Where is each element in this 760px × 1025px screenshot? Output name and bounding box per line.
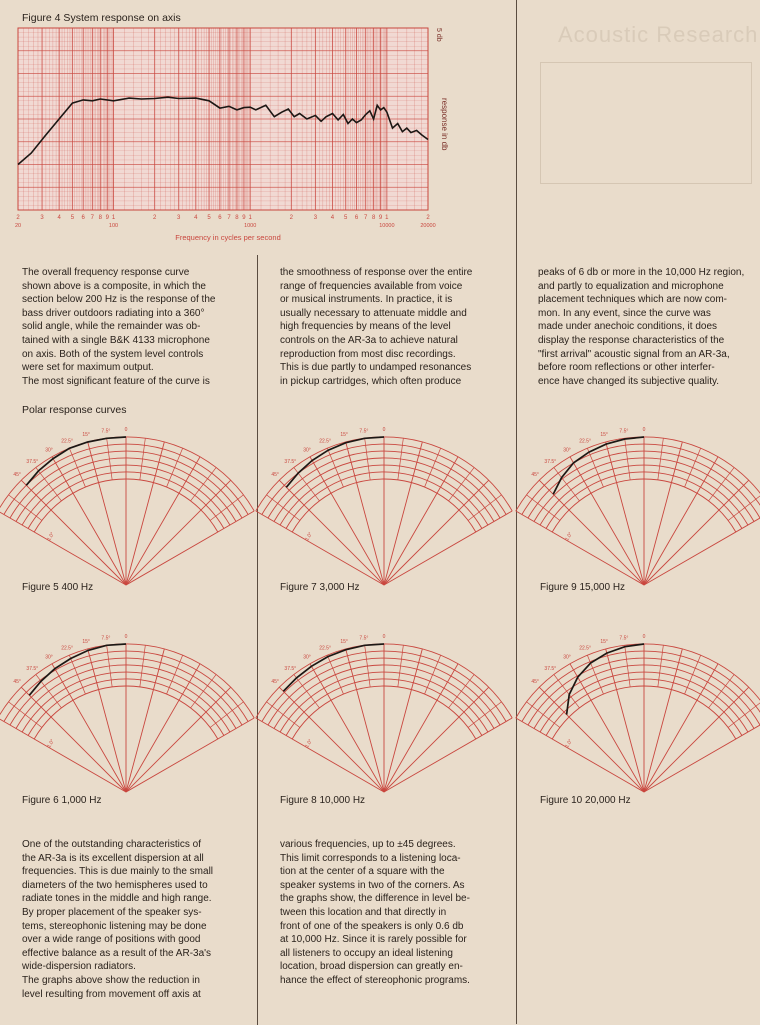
polar-angle-label: 7.5° <box>359 428 369 435</box>
polar-radial-minor <box>267 702 300 728</box>
polar-radial-line <box>384 511 512 585</box>
polar-radial-minor <box>425 448 441 487</box>
polar-level-label: 1.0° <box>46 531 57 542</box>
polar-radial-minor <box>327 655 343 694</box>
polar-radial-minor <box>69 655 85 694</box>
chart-tick-labels <box>15 215 436 229</box>
paragraph-line: peaks of 6 db or more in the 10,000 Hz region, <box>538 267 745 278</box>
paragraph-line: usually necessary to attenuate middle and <box>280 307 467 319</box>
text-column-3 <box>538 266 744 388</box>
polar-plot-figure-8 <box>266 632 496 797</box>
polar-angle-label: 37.5° <box>544 665 557 672</box>
polar-angle-label: 7.5° <box>619 635 629 642</box>
x-tick-label: 7 <box>227 215 231 221</box>
polar-section-title: Polar response curves <box>22 404 127 416</box>
paragraph-line: One of the outstanding characteristics of <box>22 839 201 850</box>
paragraph-line: The most significant feature of the curve is <box>22 375 210 387</box>
polar-radial-line <box>88 649 126 792</box>
polar-radial-line <box>126 511 254 585</box>
polar-angle-label: 45° <box>271 679 279 686</box>
polar-angle-label: 15° <box>82 639 90 646</box>
polar-radial-line <box>384 664 458 792</box>
polar-radial-minor <box>449 468 475 501</box>
bottom-text-column-1 <box>22 838 213 1001</box>
x-axis-label: Frequency in cycles per second <box>175 233 281 242</box>
polar-radial-line <box>346 649 384 792</box>
polar-radial-line <box>606 649 644 792</box>
polar-radial-minor <box>191 468 217 501</box>
x-tick-label: 5 <box>344 215 348 221</box>
x-tick-label: 4 <box>194 215 198 221</box>
column-divider-left <box>257 255 258 1025</box>
paragraph-line: before room reflections or other interfer- <box>538 362 715 374</box>
polar-radial-line <box>570 664 644 792</box>
polar-radial-minor <box>587 655 603 694</box>
figure-8-caption: Figure 8 10,000 Hz <box>280 795 366 806</box>
paragraph-line: section below 200 Hz is the response of the <box>22 294 216 306</box>
polar-radial-minor <box>327 448 343 487</box>
x-decade-label: 20 <box>14 223 22 229</box>
x-tick-label: 2 <box>426 215 430 221</box>
polar-angle-label: 45° <box>13 472 21 479</box>
x-decade-label: 100 <box>108 223 119 229</box>
paragraph-line: The graphs above show the reduction in <box>22 974 200 986</box>
paragraph-line: tained with a single B&K 4133 microphone <box>22 334 210 346</box>
paragraph-line: hance the effect of stereophonic programs. <box>280 974 470 986</box>
paragraph-line: By proper placement of the speaker sys- <box>22 906 202 918</box>
paragraph-line: on axis. Both of the system level controls <box>22 348 204 360</box>
x-tick-label: 9 <box>378 215 383 221</box>
paragraph-line: tween this location and that directly in <box>280 906 447 918</box>
x-tick-label: 6 <box>218 215 222 221</box>
polar-radial-line <box>279 480 384 585</box>
polar-radial-minor <box>267 495 300 521</box>
polar-radial-minor <box>167 448 183 487</box>
polar-radial-minor <box>468 495 501 521</box>
paragraph-line: This limit corresponds to a listening loca- <box>280 852 461 864</box>
polar-radial-minor <box>527 702 560 728</box>
paragraph-line: shown above is a composite, in which the <box>22 280 206 292</box>
polar-ring <box>0 437 254 511</box>
x-tick-label: 5 <box>70 215 75 221</box>
polar-angle-label: 15° <box>340 432 348 439</box>
polar-radial-line <box>539 480 644 585</box>
polar-radial-minor <box>36 675 62 708</box>
polar-radial-line <box>644 718 760 792</box>
frequency-response-chart <box>14 28 449 248</box>
polar-angle-label: 7.5° <box>101 428 111 435</box>
paragraph-line: all listeners to occupy an ideal listening <box>280 947 453 959</box>
paragraph-line: speaker systems in two of the corners. As <box>280 879 465 891</box>
paragraph-line: were set for maximum output. <box>22 362 154 374</box>
polar-radial-line <box>52 457 126 585</box>
polar-radial-minor <box>425 655 441 694</box>
polar-angle-label: 15° <box>600 639 608 646</box>
polar-angle-label: 22.5° <box>319 645 331 652</box>
x-tick-label: 2 <box>152 215 157 221</box>
polar-radial-minor <box>167 655 183 694</box>
polar-radial-minor <box>9 702 42 728</box>
chart-grid <box>18 28 428 210</box>
polar-radial-line <box>384 718 512 792</box>
polar-radial-line <box>256 511 384 585</box>
polar-angle-label: 37.5° <box>26 665 39 672</box>
polar-angle-label: 22.5° <box>319 438 331 445</box>
polar-angle-label: 37.5° <box>284 665 297 672</box>
polar-angle-label: 0 <box>124 634 128 640</box>
paragraph-line: at 10,000 Hz. Since it is rarely possible for <box>280 934 467 946</box>
polar-radial-line <box>126 649 164 792</box>
polar-radial-line <box>52 664 126 792</box>
polar-angle-label: 30° <box>563 654 571 661</box>
x-tick-label: 7 <box>90 215 95 221</box>
polar-level-label: 1.0° <box>46 738 57 749</box>
bleed-through-text: Acoustic Research <box>558 22 759 47</box>
polar-angle-label: 7.5° <box>619 428 629 435</box>
polar-ring <box>0 644 254 718</box>
text-column-2 <box>280 266 472 388</box>
polar-level-label: 1.0° <box>304 531 315 542</box>
paragraph-line: tion at the center of a square with the <box>280 866 445 878</box>
polar-angle-label: 0 <box>642 427 646 433</box>
paragraph-line: in pickup cartridges, which often produce <box>280 375 462 387</box>
x-tick-label: 4 <box>330 215 335 221</box>
polar-radial-minor <box>9 495 42 521</box>
polar-angle-label: 30° <box>303 654 311 661</box>
paragraph-line: over a wide range of positions with good <box>22 934 201 946</box>
polar-angle-label: 45° <box>531 472 539 479</box>
polar-angle-label: 0 <box>382 427 386 433</box>
polar-radial-line <box>570 457 644 585</box>
paragraph-line: level resulting from movement off axis at <box>22 988 201 1000</box>
polar-radial-line <box>644 480 749 585</box>
polar-angle-label: 45° <box>531 679 539 686</box>
paragraph-line: bass driver outdoors radiating into a 360° <box>22 307 205 319</box>
polar-angle-label: 30° <box>563 447 571 454</box>
paragraph-line: or musical instruments. In practice, it is <box>280 294 453 306</box>
figure-5-caption: Figure 5 400 Hz <box>22 582 94 593</box>
paragraph-line: This is due partly to undamped resonances <box>280 362 472 374</box>
x-tick-label: 2 <box>16 215 20 221</box>
paragraph-line: the AR-3a is its excellent dispersion at all <box>22 852 204 864</box>
polar-angle-label: 15° <box>82 432 90 439</box>
polar-angle-label: 22.5° <box>579 438 591 445</box>
polar-radial-minor <box>587 448 603 487</box>
polar-radial-minor <box>685 448 701 487</box>
polar-radial-line <box>384 649 422 792</box>
polar-level-label: 1.0° <box>304 738 315 749</box>
x-decade-label: 10000 <box>379 223 395 229</box>
polar-angle-label: 37.5° <box>544 458 557 465</box>
polar-angle-label: 30° <box>45 447 53 454</box>
polar-angle-label: 0 <box>382 634 386 640</box>
x-tick-label: 3 <box>177 215 181 221</box>
polar-radial-line <box>256 718 384 792</box>
x-tick-label: 8 <box>235 215 239 221</box>
scale-label: 5 db <box>435 28 442 42</box>
paragraph-line: the graphs show, the difference in level be- <box>280 893 470 905</box>
x-tick-label: 3 <box>40 215 44 221</box>
polar-angle-label: 45° <box>13 679 21 686</box>
polar-radial-minor <box>449 675 475 708</box>
polar-radial-line <box>516 511 644 585</box>
paragraph-line: tems, stereophonic listening may be done <box>22 920 207 932</box>
paragraph-line: solid angle, while the remainder was ob- <box>22 321 201 333</box>
x-tick-label: 1 <box>111 215 116 221</box>
paragraph-line: location, broad dispersion can greatly en- <box>280 961 463 973</box>
polar-radial-minor <box>191 675 217 708</box>
polar-radial-minor <box>294 675 320 708</box>
polar-radial-line <box>21 687 126 792</box>
polar-radial-minor <box>685 655 701 694</box>
polar-radial-line <box>346 442 384 585</box>
paragraph-line: high frequencies by means of the level <box>280 321 451 333</box>
polar-plot-figure-9 <box>526 425 756 590</box>
polar-radial-minor <box>709 675 735 708</box>
polar-angle-label: 15° <box>600 432 608 439</box>
polar-radial-line <box>384 442 422 585</box>
paragraph-line: The overall frequency response curve <box>22 267 190 278</box>
polar-radial-line <box>88 442 126 585</box>
polar-plot-figure-7 <box>266 425 496 590</box>
figure-7-caption: Figure 7 3,000 Hz <box>280 582 360 593</box>
y-axis-label: response in db <box>440 98 449 151</box>
paragraph-line: diameters of the two hemispheres used to <box>22 879 208 891</box>
polar-radial-line <box>126 664 200 792</box>
polar-radial-minor <box>709 468 735 501</box>
polar-angle-label: 30° <box>45 654 53 661</box>
polar-plot-figure-6 <box>8 632 238 797</box>
paragraph-line: reproduction from most disc recordings. <box>280 348 456 360</box>
polar-radial-line <box>310 664 384 792</box>
polar-radial-line <box>606 442 644 585</box>
polar-level-label: 1.0° <box>564 738 575 749</box>
paragraph-line: and partly to equalization and microphone <box>538 280 724 292</box>
paragraph-line: ence have changed its subjective quality. <box>538 375 720 387</box>
polar-radial-minor <box>210 702 243 728</box>
polar-radial-line <box>516 718 644 792</box>
paragraph-line: mon. In any event, since the curve was <box>538 307 711 319</box>
polar-angle-label: 22.5° <box>61 438 73 445</box>
paragraph-line: range of frequencies available from voice <box>280 280 463 292</box>
polar-angle-label: 7.5° <box>101 635 111 642</box>
polar-angle-label: 15° <box>340 639 348 646</box>
polar-plot-figure-5 <box>8 425 238 590</box>
x-tick-label: 6 <box>81 215 85 221</box>
x-tick-label: 8 <box>98 215 102 221</box>
paragraph-line: the smoothness of response over the entire <box>280 267 473 278</box>
polar-angle-label: 37.5° <box>26 458 39 465</box>
polar-radial-minor <box>527 495 560 521</box>
polar-angle-label: 45° <box>271 472 279 479</box>
polar-radial-line <box>126 480 231 585</box>
polar-radial-line <box>21 480 126 585</box>
polar-radial-line <box>310 457 384 585</box>
figure-10-caption: Figure 10 20,000 Hz <box>540 795 631 806</box>
paragraph-line: wide-dispersion radiators. <box>22 961 136 973</box>
figure-6-caption: Figure 6 1,000 Hz <box>22 795 102 806</box>
polar-angle-label: 37.5° <box>284 458 297 465</box>
paragraph-line: radiate tones in the middle and high range. <box>22 893 212 905</box>
paragraph-line: frequencies. This is due mainly to the small <box>22 866 214 878</box>
bleed-through-box <box>540 62 752 184</box>
paragraph-line: front of one of the speakers is only 0.6 db <box>280 920 464 932</box>
polar-radial-line <box>644 457 718 585</box>
bottom-text-column-2 <box>280 838 470 988</box>
polar-radial-line <box>384 457 458 585</box>
paragraph-line: display the response characteristics of the <box>538 334 725 346</box>
x-decade-label: 1000 <box>244 223 257 229</box>
paragraph-line: controls on the AR-3a to achieve natural <box>280 334 458 346</box>
polar-radial-line <box>384 480 489 585</box>
polar-radial-line <box>126 718 254 792</box>
polar-radial-line <box>644 649 682 792</box>
polar-angle-label: 30° <box>303 447 311 454</box>
text-column-1 <box>22 266 215 388</box>
polar-angle-label: 22.5° <box>579 645 591 652</box>
polar-angle-label: 0 <box>124 427 128 433</box>
x-tick-label: 6 <box>354 215 359 221</box>
x-tick-label: 8 <box>371 215 376 221</box>
figure4-title: Figure 4 System response on axis <box>22 12 181 24</box>
figure-9-caption: Figure 9 15,000 Hz <box>540 582 626 593</box>
x-tick-label: 1 <box>248 215 252 221</box>
polar-response-curve <box>26 437 126 485</box>
polar-plot-figure-10 <box>526 632 756 797</box>
polar-radial-line <box>126 442 164 585</box>
polar-level-label: 1.0° <box>564 531 575 542</box>
polar-angle-label: 0 <box>642 634 646 640</box>
paragraph-line: made under anechoic conditions, it does <box>538 321 718 333</box>
x-tick-label: 1 <box>385 215 389 221</box>
polar-radial-line <box>126 457 200 585</box>
polar-radial-line <box>126 687 231 792</box>
paragraph-line: effective balance as a result of the AR-3a's <box>22 947 212 959</box>
x-decade-label: 20000 <box>420 223 436 229</box>
polar-radial-line <box>644 664 718 792</box>
x-tick-label: 3 <box>313 215 318 221</box>
polar-ring <box>516 644 760 718</box>
polar-angle-label: 7.5° <box>359 635 369 642</box>
polar-radial-minor <box>69 448 85 487</box>
polar-radial-line <box>644 687 749 792</box>
paragraph-line: "first arrival" acoustic signal from an AR-3a, <box>538 348 730 360</box>
paragraph-line: placement techniques which are now com- <box>538 294 727 306</box>
polar-radial-line <box>279 687 384 792</box>
x-tick-label: 5 <box>207 215 211 221</box>
polar-radial-minor <box>468 702 501 728</box>
polar-ring <box>516 437 760 511</box>
polar-radial-minor <box>36 468 62 501</box>
x-tick-label: 4 <box>57 215 61 221</box>
x-tick-label: 2 <box>289 215 294 221</box>
polar-radial-line <box>384 687 489 792</box>
polar-radial-line <box>539 687 644 792</box>
polar-radial-minor <box>210 495 243 521</box>
x-tick-label: 9 <box>242 215 246 221</box>
paragraph-line: various frequencies, up to ±45 degrees. <box>280 839 456 850</box>
x-tick-label: 7 <box>364 215 368 221</box>
polar-angle-label: 22.5° <box>61 645 73 652</box>
polar-radial-line <box>644 442 682 585</box>
x-tick-label: 9 <box>105 215 109 221</box>
polar-radial-line <box>644 511 760 585</box>
